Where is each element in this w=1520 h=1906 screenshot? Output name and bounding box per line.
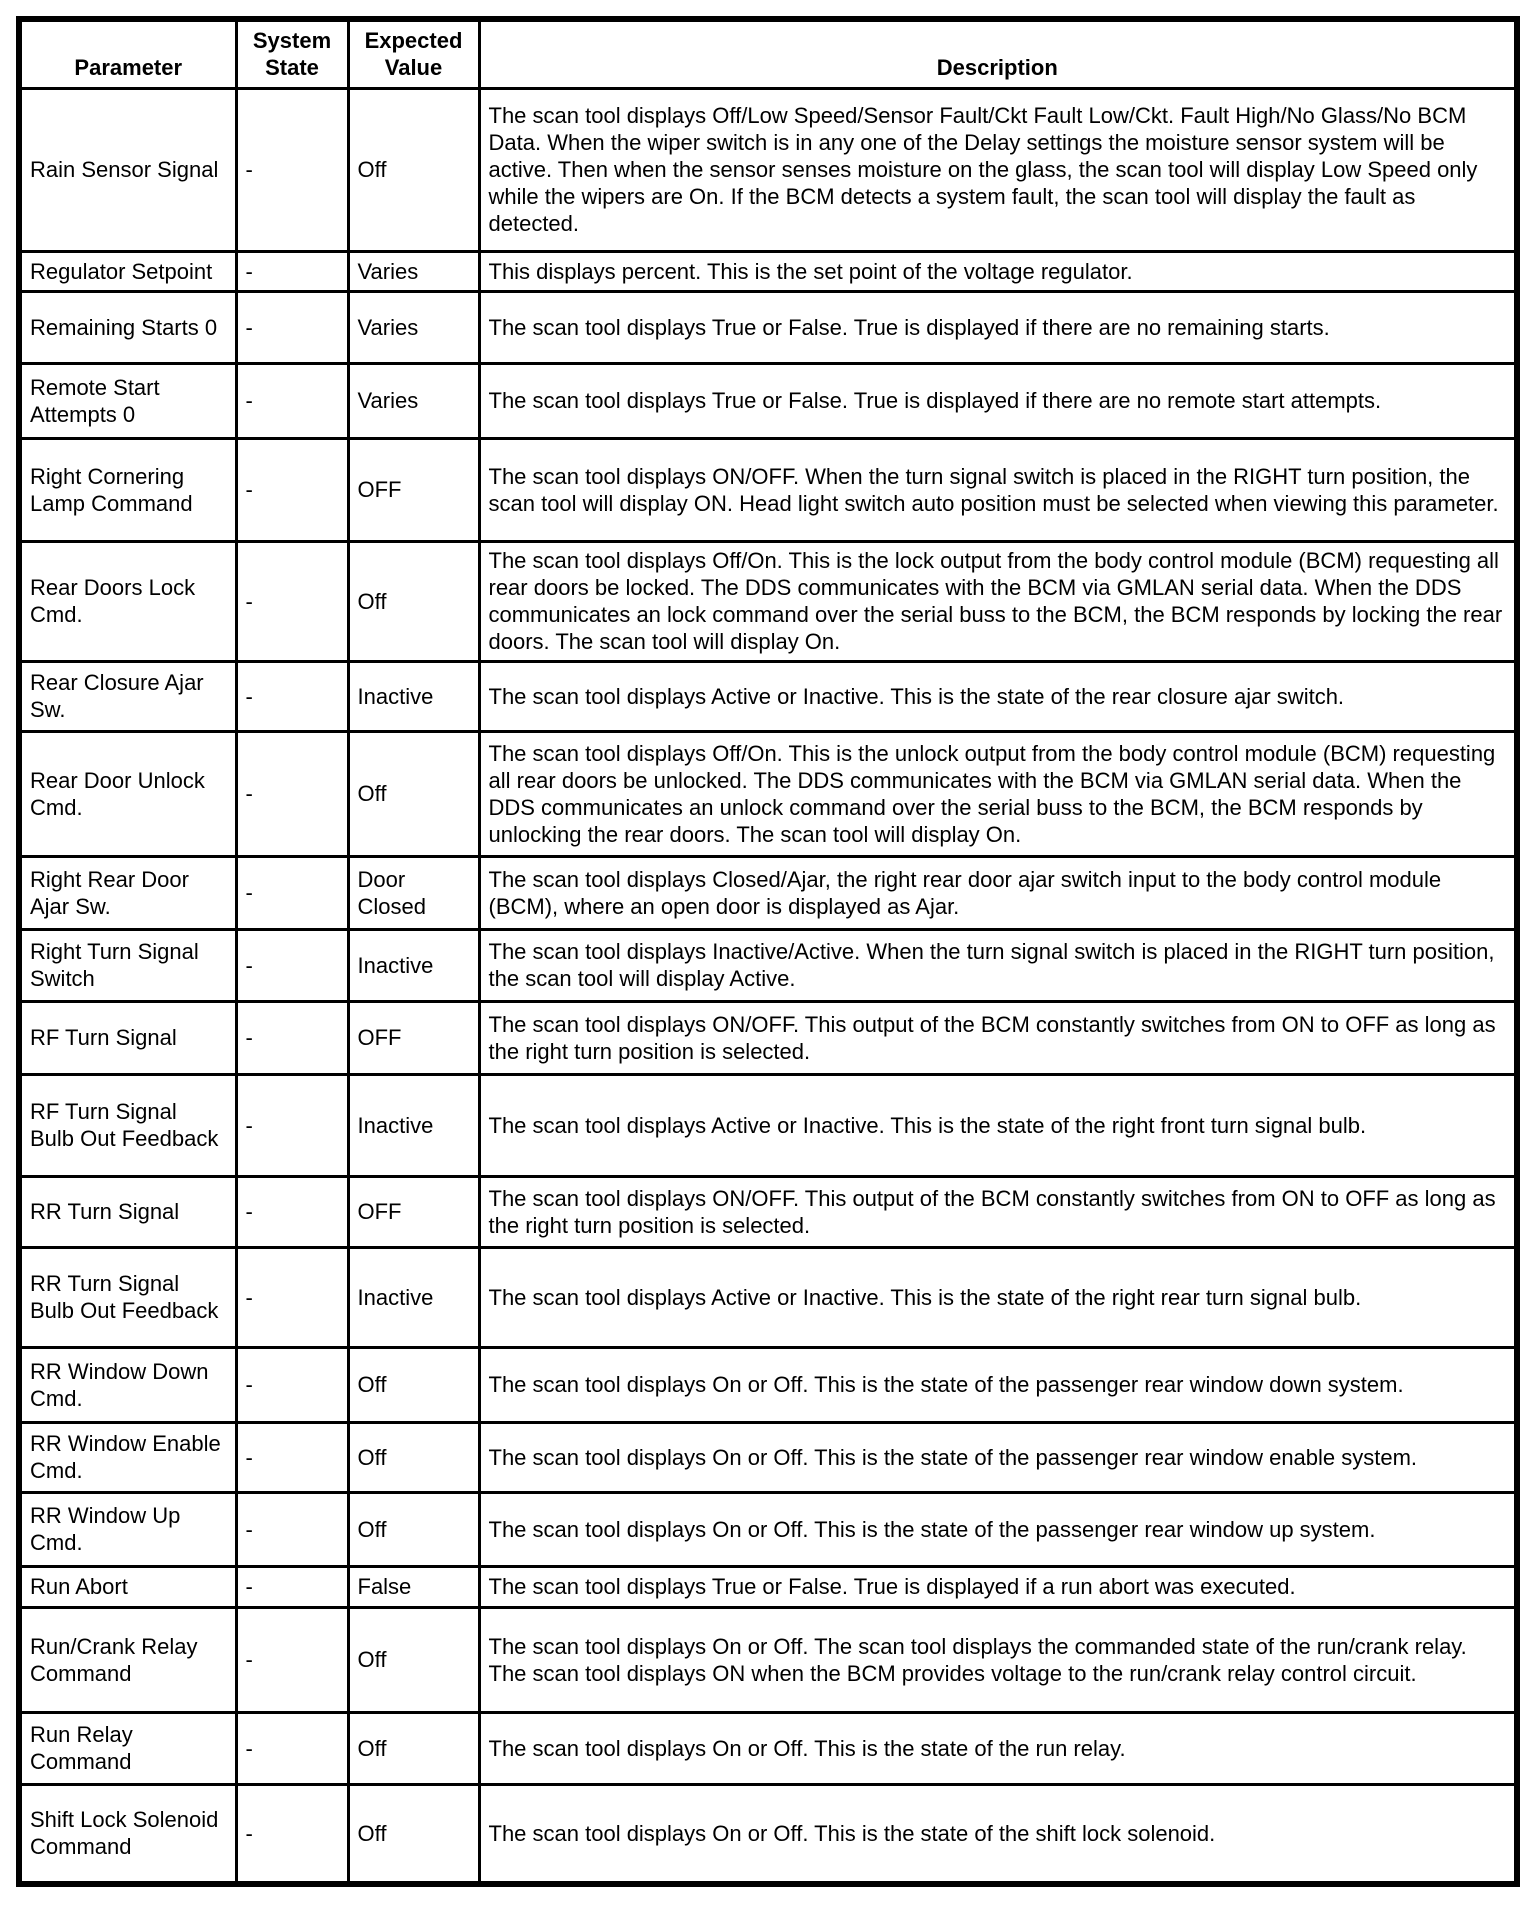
cell-system-state: - xyxy=(236,541,348,661)
table-row xyxy=(19,1492,1517,1566)
cell-parameter: Run Abort xyxy=(19,1566,236,1607)
cell-parameter: Regulator Setpoint xyxy=(19,251,236,291)
cell-expected-value: Varies xyxy=(348,363,479,438)
table-row xyxy=(19,1074,1517,1176)
table-body xyxy=(19,88,1517,1884)
table-row xyxy=(19,1347,1517,1422)
cell-expected-value: OFF xyxy=(348,1176,479,1247)
table-row xyxy=(19,661,1517,731)
cell-description: The scan tool displays On or Off. This is the state of the shift lock solenoid. xyxy=(479,1784,1517,1884)
cell-description: The scan tool displays ON/OFF. This output of the BCM constantly switches from ON to OFF as long as the right turn position is selected. xyxy=(479,1176,1517,1247)
cell-parameter: Run Relay Command xyxy=(19,1712,236,1784)
cell-parameter: Rear Closure Ajar Sw. xyxy=(19,661,236,731)
cell-description: The scan tool displays On or Off. This is the state of the run relay. xyxy=(479,1712,1517,1784)
cell-expected-value: Inactive xyxy=(348,1074,479,1176)
cell-parameter: Right Cornering Lamp Command xyxy=(19,438,236,541)
cell-system-state: - xyxy=(236,1422,348,1492)
table-row xyxy=(19,363,1517,438)
cell-system-state: - xyxy=(236,363,348,438)
table-row xyxy=(19,1712,1517,1784)
cell-expected-value: OFF xyxy=(348,1001,479,1074)
table-row xyxy=(19,1247,1517,1347)
cell-expected-value: Off xyxy=(348,1347,479,1422)
cell-system-state: - xyxy=(236,1566,348,1607)
cell-parameter: RF Turn Signal xyxy=(19,1001,236,1074)
cell-system-state: - xyxy=(236,856,348,929)
cell-system-state: - xyxy=(236,1074,348,1176)
cell-parameter: Shift Lock Solenoid Command xyxy=(19,1784,236,1884)
cell-description: The scan tool displays On or Off. This is the state of the passenger rear window down system. xyxy=(479,1347,1517,1422)
cell-system-state: - xyxy=(236,1712,348,1784)
cell-description: The scan tool displays On or Off. The scan tool displays the commanded state of the run/crank relay. The scan tool displays ON when the BCM provides voltage to the run/crank relay control circuit. xyxy=(479,1607,1517,1712)
cell-parameter: RR Window Down Cmd. xyxy=(19,1347,236,1422)
cell-description: The scan tool displays ON/OFF. When the turn signal switch is placed in the RIGHT turn position, the scan tool will display ON. Head light switch auto position must be selected when viewing this parameter. xyxy=(479,438,1517,541)
cell-parameter: Rain Sensor Signal xyxy=(19,88,236,251)
parameter-table xyxy=(16,16,1520,1887)
table-row xyxy=(19,856,1517,929)
cell-expected-value: False xyxy=(348,1566,479,1607)
table-row xyxy=(19,1176,1517,1247)
cell-parameter: Right Rear Door Ajar Sw. xyxy=(19,856,236,929)
cell-parameter: Rear Doors Lock Cmd. xyxy=(19,541,236,661)
cell-parameter: RR Turn Signal Bulb Out Feedback xyxy=(19,1247,236,1347)
table-row xyxy=(19,438,1517,541)
cell-expected-value: Off xyxy=(348,1422,479,1492)
cell-parameter: Remaining Starts 0 xyxy=(19,291,236,363)
table-row xyxy=(19,1784,1517,1884)
cell-description: The scan tool displays Off/Low Speed/Sensor Fault/Ckt Fault Low/Ckt. Fault High/No Glass/No BCM Data. When the wiper switch is in any one of the Delay settings the moisture sensor system will be active. Then when the sensor senses moisture on the glass, the scan tool will display Low Speed only while the wipers are On. If the BCM detects a system fault, the scan tool will display the fault as detected. xyxy=(479,88,1517,251)
cell-parameter: Remote Start Attempts 0 xyxy=(19,363,236,438)
cell-expected-value: Varies xyxy=(348,251,479,291)
cell-expected-value: Inactive xyxy=(348,661,479,731)
cell-system-state: - xyxy=(236,731,348,856)
cell-expected-value: Off xyxy=(348,1492,479,1566)
cell-expected-value: Off xyxy=(348,88,479,251)
cell-expected-value: Off xyxy=(348,1784,479,1884)
cell-parameter: Rear Door Unlock Cmd. xyxy=(19,731,236,856)
cell-parameter: Right Turn Signal Switch xyxy=(19,929,236,1001)
cell-system-state: - xyxy=(236,1247,348,1347)
header-description: Description xyxy=(479,19,1517,88)
cell-description: The scan tool displays Active or Inactive. This is the state of the right front turn signal bulb. xyxy=(479,1074,1517,1176)
cell-description: The scan tool displays ON/OFF. This output of the BCM constantly switches from ON to OFF as long as the right turn position is selected. xyxy=(479,1001,1517,1074)
cell-system-state: - xyxy=(236,1784,348,1884)
cell-system-state: - xyxy=(236,1607,348,1712)
cell-system-state: - xyxy=(236,291,348,363)
table-row xyxy=(19,731,1517,856)
table-row xyxy=(19,251,1517,291)
cell-description: The scan tool displays Closed/Ajar, the right rear door ajar switch input to the body control module (BCM), where an open door is displayed as Ajar. xyxy=(479,856,1517,929)
cell-description: The scan tool displays Active or Inactive. This is the state of the rear closure ajar switch. xyxy=(479,661,1517,731)
cell-description: The scan tool displays Inactive/Active. When the turn signal switch is placed in the RIGHT turn position, the scan tool will display Active. xyxy=(479,929,1517,1001)
cell-parameter: RF Turn Signal Bulb Out Feedback xyxy=(19,1074,236,1176)
cell-description: The scan tool displays True or False. True is displayed if a run abort was executed. xyxy=(479,1566,1517,1607)
header-parameter: Parameter xyxy=(19,19,236,88)
cell-parameter: RR Window Enable Cmd. xyxy=(19,1422,236,1492)
cell-description: The scan tool displays On or Off. This is the state of the passenger rear window enable system. xyxy=(479,1422,1517,1492)
cell-system-state: - xyxy=(236,88,348,251)
cell-parameter: RR Turn Signal xyxy=(19,1176,236,1247)
cell-expected-value: Inactive xyxy=(348,929,479,1001)
cell-system-state: - xyxy=(236,1176,348,1247)
cell-system-state: - xyxy=(236,661,348,731)
table-row xyxy=(19,1001,1517,1074)
table-row xyxy=(19,1607,1517,1712)
table-row xyxy=(19,1566,1517,1607)
table-row xyxy=(19,88,1517,251)
cell-expected-value: Off xyxy=(348,541,479,661)
cell-expected-value: Door Closed xyxy=(348,856,479,929)
cell-description: The scan tool displays True or False. True is displayed if there are no remaining starts. xyxy=(479,291,1517,363)
cell-system-state: - xyxy=(236,929,348,1001)
cell-description: This displays percent. This is the set point of the voltage regulator. xyxy=(479,251,1517,291)
cell-expected-value: Varies xyxy=(348,291,479,363)
cell-description: The scan tool displays Active or Inactive. This is the state of the right rear turn signal bulb. xyxy=(479,1247,1517,1347)
table-row xyxy=(19,541,1517,661)
header-expected-value: Expected Value xyxy=(348,19,479,88)
table-header xyxy=(19,19,1517,88)
cell-description: The scan tool displays On or Off. This is the state of the passenger rear window up system. xyxy=(479,1492,1517,1566)
cell-expected-value: OFF xyxy=(348,438,479,541)
cell-system-state: - xyxy=(236,1492,348,1566)
header-system-state: System State xyxy=(236,19,348,88)
table-row xyxy=(19,929,1517,1001)
cell-expected-value: Off xyxy=(348,731,479,856)
cell-system-state: - xyxy=(236,1001,348,1074)
cell-parameter: Run/Crank Relay Command xyxy=(19,1607,236,1712)
cell-expected-value: Inactive xyxy=(348,1247,479,1347)
cell-description: The scan tool displays True or False. True is displayed if there are no remote start attempts. xyxy=(479,363,1517,438)
cell-parameter: RR Window Up Cmd. xyxy=(19,1492,236,1566)
cell-expected-value: Off xyxy=(348,1712,479,1784)
cell-system-state: - xyxy=(236,1347,348,1422)
table-row xyxy=(19,291,1517,363)
header-row xyxy=(19,19,1517,88)
cell-expected-value: Off xyxy=(348,1607,479,1712)
table-row xyxy=(19,1422,1517,1492)
cell-description: The scan tool displays Off/On. This is the lock output from the body control module (BCM) requesting all rear doors be locked. The DDS communicates with the BCM via GMLAN serial data. When the DDS communicates an lock command over the serial buss to the BCM, the BCM responds by locking the rear doors. The scan tool will display On. xyxy=(479,541,1517,661)
cell-system-state: - xyxy=(236,251,348,291)
cell-system-state: - xyxy=(236,438,348,541)
cell-description: The scan tool displays Off/On. This is the unlock output from the body control module (BCM) requesting all rear doors be unlocked. The DDS communicates with the BCM via GMLAN serial data. When the DDS communicates an unlock command over the serial buss to the BCM, the BCM responds by unlocking the rear doors. The scan tool will display On. xyxy=(479,731,1517,856)
